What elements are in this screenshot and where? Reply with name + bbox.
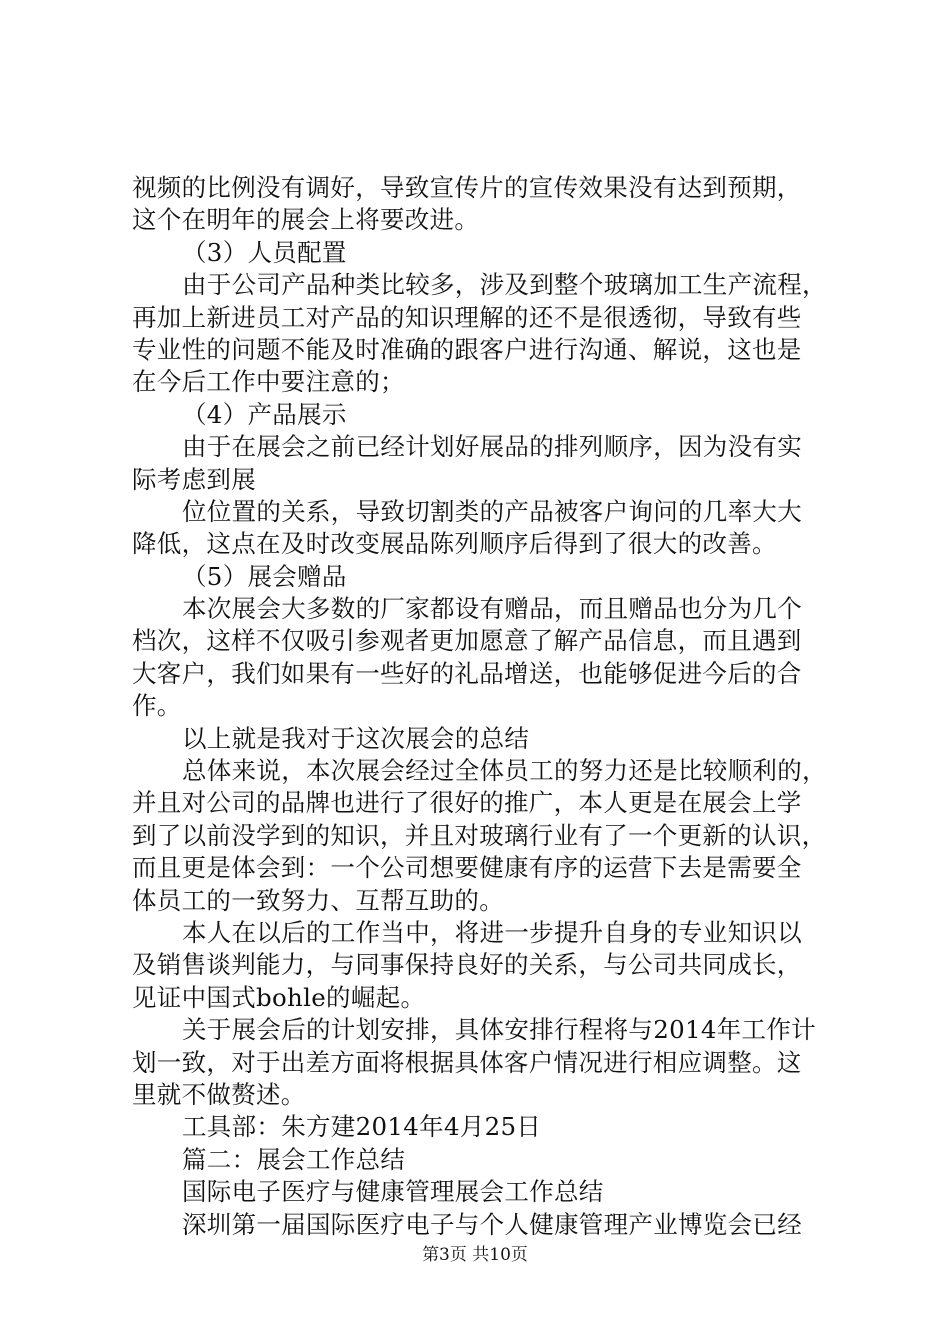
- text-line: 工具部：朱方建2014年4月25日: [182, 1112, 542, 1142]
- text-line: 再加上新进员工对产品的知识理解的还不是很透彻，导致有些: [132, 302, 802, 332]
- text-line: 档次，这样不仅吸引参观者更加愿意了解产品信息，而且遇到: [132, 626, 802, 656]
- text-line: 到了以前没学到的知识，并且对玻璃行业有了一个更新的认识，: [132, 820, 827, 850]
- text-line: 位位置的关系，导致切割类的产品被客户询问的几率大大: [182, 496, 802, 526]
- text-line: 体员工的一致努力、互帮互助的。: [132, 885, 504, 915]
- text-line: 里就不做赘述。: [132, 1079, 306, 1109]
- text-line: 以上就是我对于这次展会的总结: [182, 723, 530, 753]
- text-line: 而且更是体会到：一个公司想要健康有序的运营下去是需要全: [132, 853, 802, 883]
- text-line: 总体来说，本次展会经过全体员工的努力还是比较顺利的，: [182, 756, 827, 786]
- text-line: （3）人员配置: [182, 237, 347, 267]
- text-line: 专业性的问题不能及时准确的跟客户进行沟通、解说，这也是: [132, 334, 802, 364]
- text-line: 深圳第一届国际医疗电子与个人健康管理产业博览会已经: [182, 1209, 802, 1239]
- text-line: 视频的比例没有调好，导致宣传片的宣传效果没有达到预期，: [132, 173, 802, 202]
- text-line: 由于在展会之前已经计划好展品的排列顺序，因为没有实: [182, 432, 802, 462]
- text-line: 关于展会后的计划安排，具体安排行程将与2014年工作计: [182, 1015, 816, 1045]
- text-line: 划一致，对于出差方面将根据具体客户情况进行相应调整。这: [132, 1047, 802, 1077]
- text-line: 篇二：展会工作总结: [182, 1144, 406, 1174]
- page-footer: 第3页 共10页: [422, 1245, 528, 1265]
- document-body: [132, 172, 832, 1241]
- text-line: （5）展会赠品: [182, 561, 347, 591]
- text-line: 作。: [132, 691, 182, 721]
- text-line: 际考虑到展: [132, 464, 256, 494]
- text-line: 见证中国式bohle的崛起。: [132, 982, 426, 1012]
- text-line: 由于公司产品种类比较多，涉及到整个玻璃加工生产流程，: [182, 270, 827, 300]
- text-line: 本次展会大多数的厂家都设有赠品，而且赠品也分为几个: [182, 594, 802, 624]
- text-line: 这个在明年的展会上将要改进。: [132, 205, 480, 235]
- text-line: 降低，这点在及时改变展品陈列顺序后得到了很大的改善。: [132, 529, 777, 559]
- text-line: 在今后工作中要注意的；: [132, 367, 405, 397]
- text-line: 本人在以后的工作当中，将进一步提升自身的专业知识以: [182, 917, 802, 947]
- text-line: 并且对公司的品牌也进行了很好的推广，本人更是在展会上学: [132, 788, 802, 818]
- text-line: 大客户，我们如果有一些好的礼品增送，也能够促进今后的合: [132, 658, 802, 688]
- text-line: （4）产品展示: [182, 399, 347, 429]
- text-line: 国际电子医疗与健康管理展会工作总结: [182, 1177, 604, 1207]
- text-line: 及销售谈判能力，与同事保持良好的关系，与公司共同成长，: [132, 950, 802, 980]
